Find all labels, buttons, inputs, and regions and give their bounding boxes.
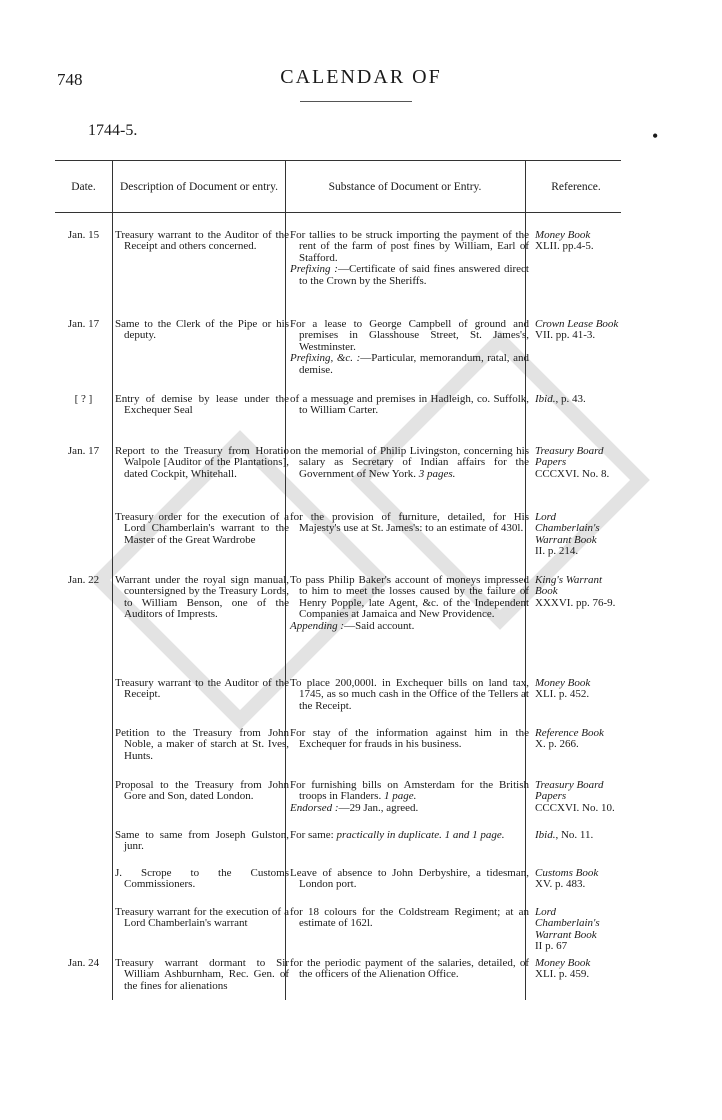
- page-number: 748: [57, 70, 83, 89]
- year-heading: 1744-5.: [88, 122, 138, 139]
- substance-text: on the memorial of Philip Livingston, concerning his salary as Secretary of Indian affairs for the Government of New York.: [290, 445, 529, 480]
- note-text: —Said account.: [344, 619, 415, 632]
- reference-location: CCCXVI. No. 8.: [535, 467, 610, 480]
- reference-book: Ibid.: [535, 829, 556, 841]
- note-label: Prefixing, &c. :: [290, 352, 361, 365]
- reference-book: Treasury Board Papers: [535, 445, 604, 469]
- substance-text: For same:: [290, 829, 334, 841]
- entry-reference: [535, 728, 621, 751]
- entry-reference: [535, 958, 621, 981]
- substance-text: For tallies to be struck importing the payment of the rent of the farm of post fines by William, Earl of Stafford.: [290, 229, 529, 264]
- entry-reference: [535, 230, 621, 253]
- calendar-table: [55, 160, 621, 1000]
- entry-reference: [535, 678, 621, 701]
- note-label: Endorsed :: [290, 801, 339, 814]
- reference-location: , p. 43.: [555, 393, 586, 405]
- entry-description: Treasury warrant to the Auditor of the Receipt.: [115, 677, 289, 701]
- reference-location: XXXVI. pp. 76-9.: [535, 596, 616, 609]
- note-text: —Certificate of said fines answered direct to the Crown by the Sheriffs.: [299, 263, 529, 287]
- note-text: —29 Jan., agreed.: [338, 801, 419, 814]
- entry-date: [ ? ]: [74, 393, 93, 405]
- note-label: Appending :: [290, 619, 345, 632]
- entry-substance: [290, 830, 529, 841]
- substance-note: [290, 263, 529, 287]
- entry-description: Treasury warrant to the Auditor of the Receipt and others concerned.: [115, 229, 289, 253]
- reference-location: II p. 67: [535, 940, 568, 953]
- entry-reference: [535, 868, 621, 891]
- entry-description: Same to same from Joseph Gulston, junr.: [115, 829, 289, 853]
- entry-substance: of a messuage and premises in Hadleigh, co. Suffolk, to William Carter.: [290, 393, 529, 417]
- entry-description: J. Scrope to the Customs Commissioners.: [115, 867, 289, 891]
- reference-book: Lord Chamberlain's Warrant Book: [535, 511, 600, 546]
- entry-description: Warrant under the royal sign manual, countersigned by the Treasury Lords, to William Benson, one of the Auditors of Imprests.: [115, 574, 289, 621]
- reference-book: Reference Book: [535, 727, 604, 739]
- substance-note: [290, 619, 529, 632]
- column-header-description: Description of Document or entry.: [120, 180, 278, 193]
- substance-italic: 1 page.: [383, 790, 417, 803]
- entry-reference: [535, 830, 621, 841]
- reference-book: Customs Book: [535, 867, 599, 879]
- entry-substance: [290, 446, 529, 480]
- reference-location: XV. p. 483.: [535, 878, 586, 891]
- table-header-rule: [55, 212, 621, 213]
- substance-note: [290, 801, 529, 814]
- entry-substance: Leave of absence to John Derbyshire, a tidesman, London port.: [290, 867, 529, 891]
- substance-text: For furnishing bills on Amsterdam for the British troops in Flanders.: [290, 779, 529, 803]
- reference-book: Ibid.: [535, 393, 556, 405]
- entry-reference: [535, 780, 621, 814]
- entry-date: Jan. 24: [67, 957, 100, 969]
- entry-description: Petition to the Treasury from John Noble, a maker of starch at St. Ives, Hunts.: [115, 727, 289, 762]
- column-divider: [112, 160, 113, 1000]
- entry-reference: [535, 446, 621, 480]
- reference-book: Money Book: [535, 677, 591, 689]
- entry-substance: To place 200,000l. in Exchequer bills on land tax, 1745, as so much cash in the Office of the Tellers at the Receipt.: [290, 677, 529, 712]
- reference-location: XLI. p. 452.: [535, 688, 590, 701]
- entry-reference: [535, 394, 621, 405]
- entry-date: Jan. 17: [67, 318, 100, 330]
- entry-description: Treasury order for the execution of a Lord Chamberlain's warrant to the Master of the Great Wardrobe: [115, 511, 289, 546]
- running-head: CALENDAR OF: [280, 66, 442, 88]
- reference-location: CCCXVI. No. 10.: [535, 801, 615, 814]
- reference-location: XLII. pp.4-5.: [535, 240, 594, 253]
- substance-note: [290, 352, 529, 376]
- reference-location: II. p. 214.: [535, 545, 579, 558]
- entry-substance: For stay of the information against him in the Exchequer for frauds in his business.: [290, 727, 529, 751]
- reference-book: Crown Lease Book: [535, 318, 619, 330]
- substance-italic: 3 pages.: [418, 467, 456, 480]
- column-header-date: Date.: [71, 180, 96, 193]
- substance-text: For a lease to George Campbell of ground and premises in Glasshouse Street, St. James's, Westminster.: [290, 318, 529, 353]
- substance-text: To pass Philip Baker's account of moneys impressed to him to meet the losses caused by the failure of Henry Popple, late Agent, &c. of the Independent Companies at Jamaica and New Providence.: [290, 574, 529, 621]
- margin-mark: •: [652, 126, 659, 146]
- entry-reference: [535, 512, 621, 558]
- entry-reference: [535, 907, 621, 953]
- entry-substance: [290, 575, 529, 632]
- entry-substance: for the provision of furniture, detailed, for His Majesty's use at St. James's: to an estimate of 430l.: [290, 511, 529, 535]
- entry-substance: [290, 230, 529, 287]
- note-label: Prefixing :: [290, 263, 338, 276]
- entry-date: Jan. 15: [67, 229, 100, 241]
- entry-description: Same to the Clerk of the Pipe or his deputy.: [115, 318, 289, 342]
- note-text: —Particular, memorandum, ratal, and demise.: [299, 352, 529, 376]
- entry-reference: [535, 319, 621, 342]
- reference-location: X. p. 266.: [535, 738, 579, 751]
- reference-book: Lord Chamberlain's Warrant Book: [535, 906, 600, 941]
- reference-book: Treasury Board Papers: [535, 779, 604, 803]
- entry-description: Report to the Treasury from Horatio Walpole [Auditor of the Plantations], dated Cockpit, Whitehall.: [115, 445, 289, 480]
- entry-description: Treasury warrant for the execution of a Lord Chamberlain's warrant: [115, 906, 289, 930]
- column-header-substance: Substance of Document or Entry.: [328, 180, 482, 193]
- reference-book: Money Book: [535, 229, 591, 241]
- substance-italic: practically in duplicate. 1 and 1 page.: [336, 829, 505, 841]
- entry-substance: [290, 319, 529, 376]
- reference-location: VII. pp. 41-3.: [535, 329, 596, 342]
- entry-substance: for 18 colours for the Coldstream Regiment; at an estimate of 162l.: [290, 906, 529, 930]
- head-rule: [300, 101, 412, 102]
- table-top-rule: [55, 160, 621, 161]
- reference-location: , No. 11.: [555, 829, 594, 841]
- entry-date: Jan. 22: [67, 574, 100, 586]
- reference-location: XLI. p. 459.: [535, 968, 590, 981]
- entry-substance: for the periodic payment of the salaries, detailed, of the officers of the Alienation Office.: [290, 957, 529, 981]
- entry-reference: [535, 575, 621, 609]
- entry-substance: [290, 780, 529, 814]
- entry-description: Entry of demise by lease under the Exchequer Seal: [115, 393, 289, 417]
- entry-date: Jan. 17: [67, 445, 100, 457]
- entry-description: Treasury warrant dormant to Sir William Ashburnham, Rec. Gen. of the fines for alienations: [115, 957, 289, 992]
- reference-book: Money Book: [535, 957, 591, 969]
- entry-description: Proposal to the Treasury from John Gore and Son, dated London.: [115, 779, 289, 803]
- reference-book: King's Warrant Book: [535, 574, 603, 598]
- column-header-reference: Reference.: [551, 180, 601, 193]
